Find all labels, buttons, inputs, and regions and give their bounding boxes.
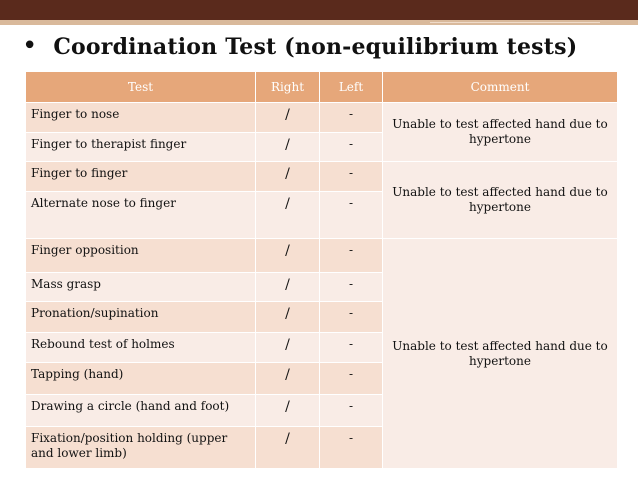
coordination-test-table [25,71,618,469]
title-bullet: • [22,31,38,61]
test-name-cell: Finger to nose [26,103,256,133]
test-name-cell: Fixation/position holding (upper and lower limb) [26,427,256,469]
comment-cell: Unable to test affected hand due to hypertone [383,103,618,162]
table-row [26,162,618,192]
right-result-cell: / [256,192,320,239]
slide-title: Coordination Test (non-equilibrium tests) [53,34,578,60]
right-result-cell: / [256,363,320,395]
right-result-cell: / [256,162,320,192]
table-row [26,103,618,133]
test-name-cell: Pronation/supination [26,302,256,333]
comment-cell: Unable to test affected hand due to hypertone [383,239,618,469]
header-comment: Comment [383,72,618,103]
left-result-cell: - [320,192,383,239]
comment-cell: Unable to test affected hand due to hypertone [383,162,618,239]
header-left: Left [320,72,383,103]
left-result-cell: - [320,333,383,363]
table-row [26,239,618,273]
left-result-cell: - [320,162,383,192]
left-result-cell: - [320,395,383,427]
slide-header-highlight [430,22,600,23]
test-name-cell: Tapping (hand) [26,363,256,395]
right-result-cell: / [256,395,320,427]
header-test: Test [26,72,256,103]
left-result-cell: - [320,427,383,469]
slide-header-band [0,0,638,20]
slide-title-row [22,29,577,65]
test-name-cell: Finger to therapist finger [26,133,256,162]
left-result-cell: - [320,103,383,133]
left-result-cell: - [320,302,383,333]
header-right: Right [256,72,320,103]
right-result-cell: / [256,273,320,302]
left-result-cell: - [320,273,383,302]
right-result-cell: / [256,427,320,469]
right-result-cell: / [256,333,320,363]
test-name-cell: Finger to finger [26,162,256,192]
test-name-cell: Finger opposition [26,239,256,273]
test-name-cell: Alternate nose to finger [26,192,256,239]
right-result-cell: / [256,133,320,162]
test-name-cell: Mass grasp [26,273,256,302]
left-result-cell: - [320,239,383,273]
right-result-cell: / [256,103,320,133]
test-name-cell: Rebound test of holmes [26,333,256,363]
table-header-row [26,72,618,103]
right-result-cell: / [256,239,320,273]
right-result-cell: / [256,302,320,333]
left-result-cell: - [320,363,383,395]
test-name-cell: Drawing a circle (hand and foot) [26,395,256,427]
left-result-cell: - [320,133,383,162]
